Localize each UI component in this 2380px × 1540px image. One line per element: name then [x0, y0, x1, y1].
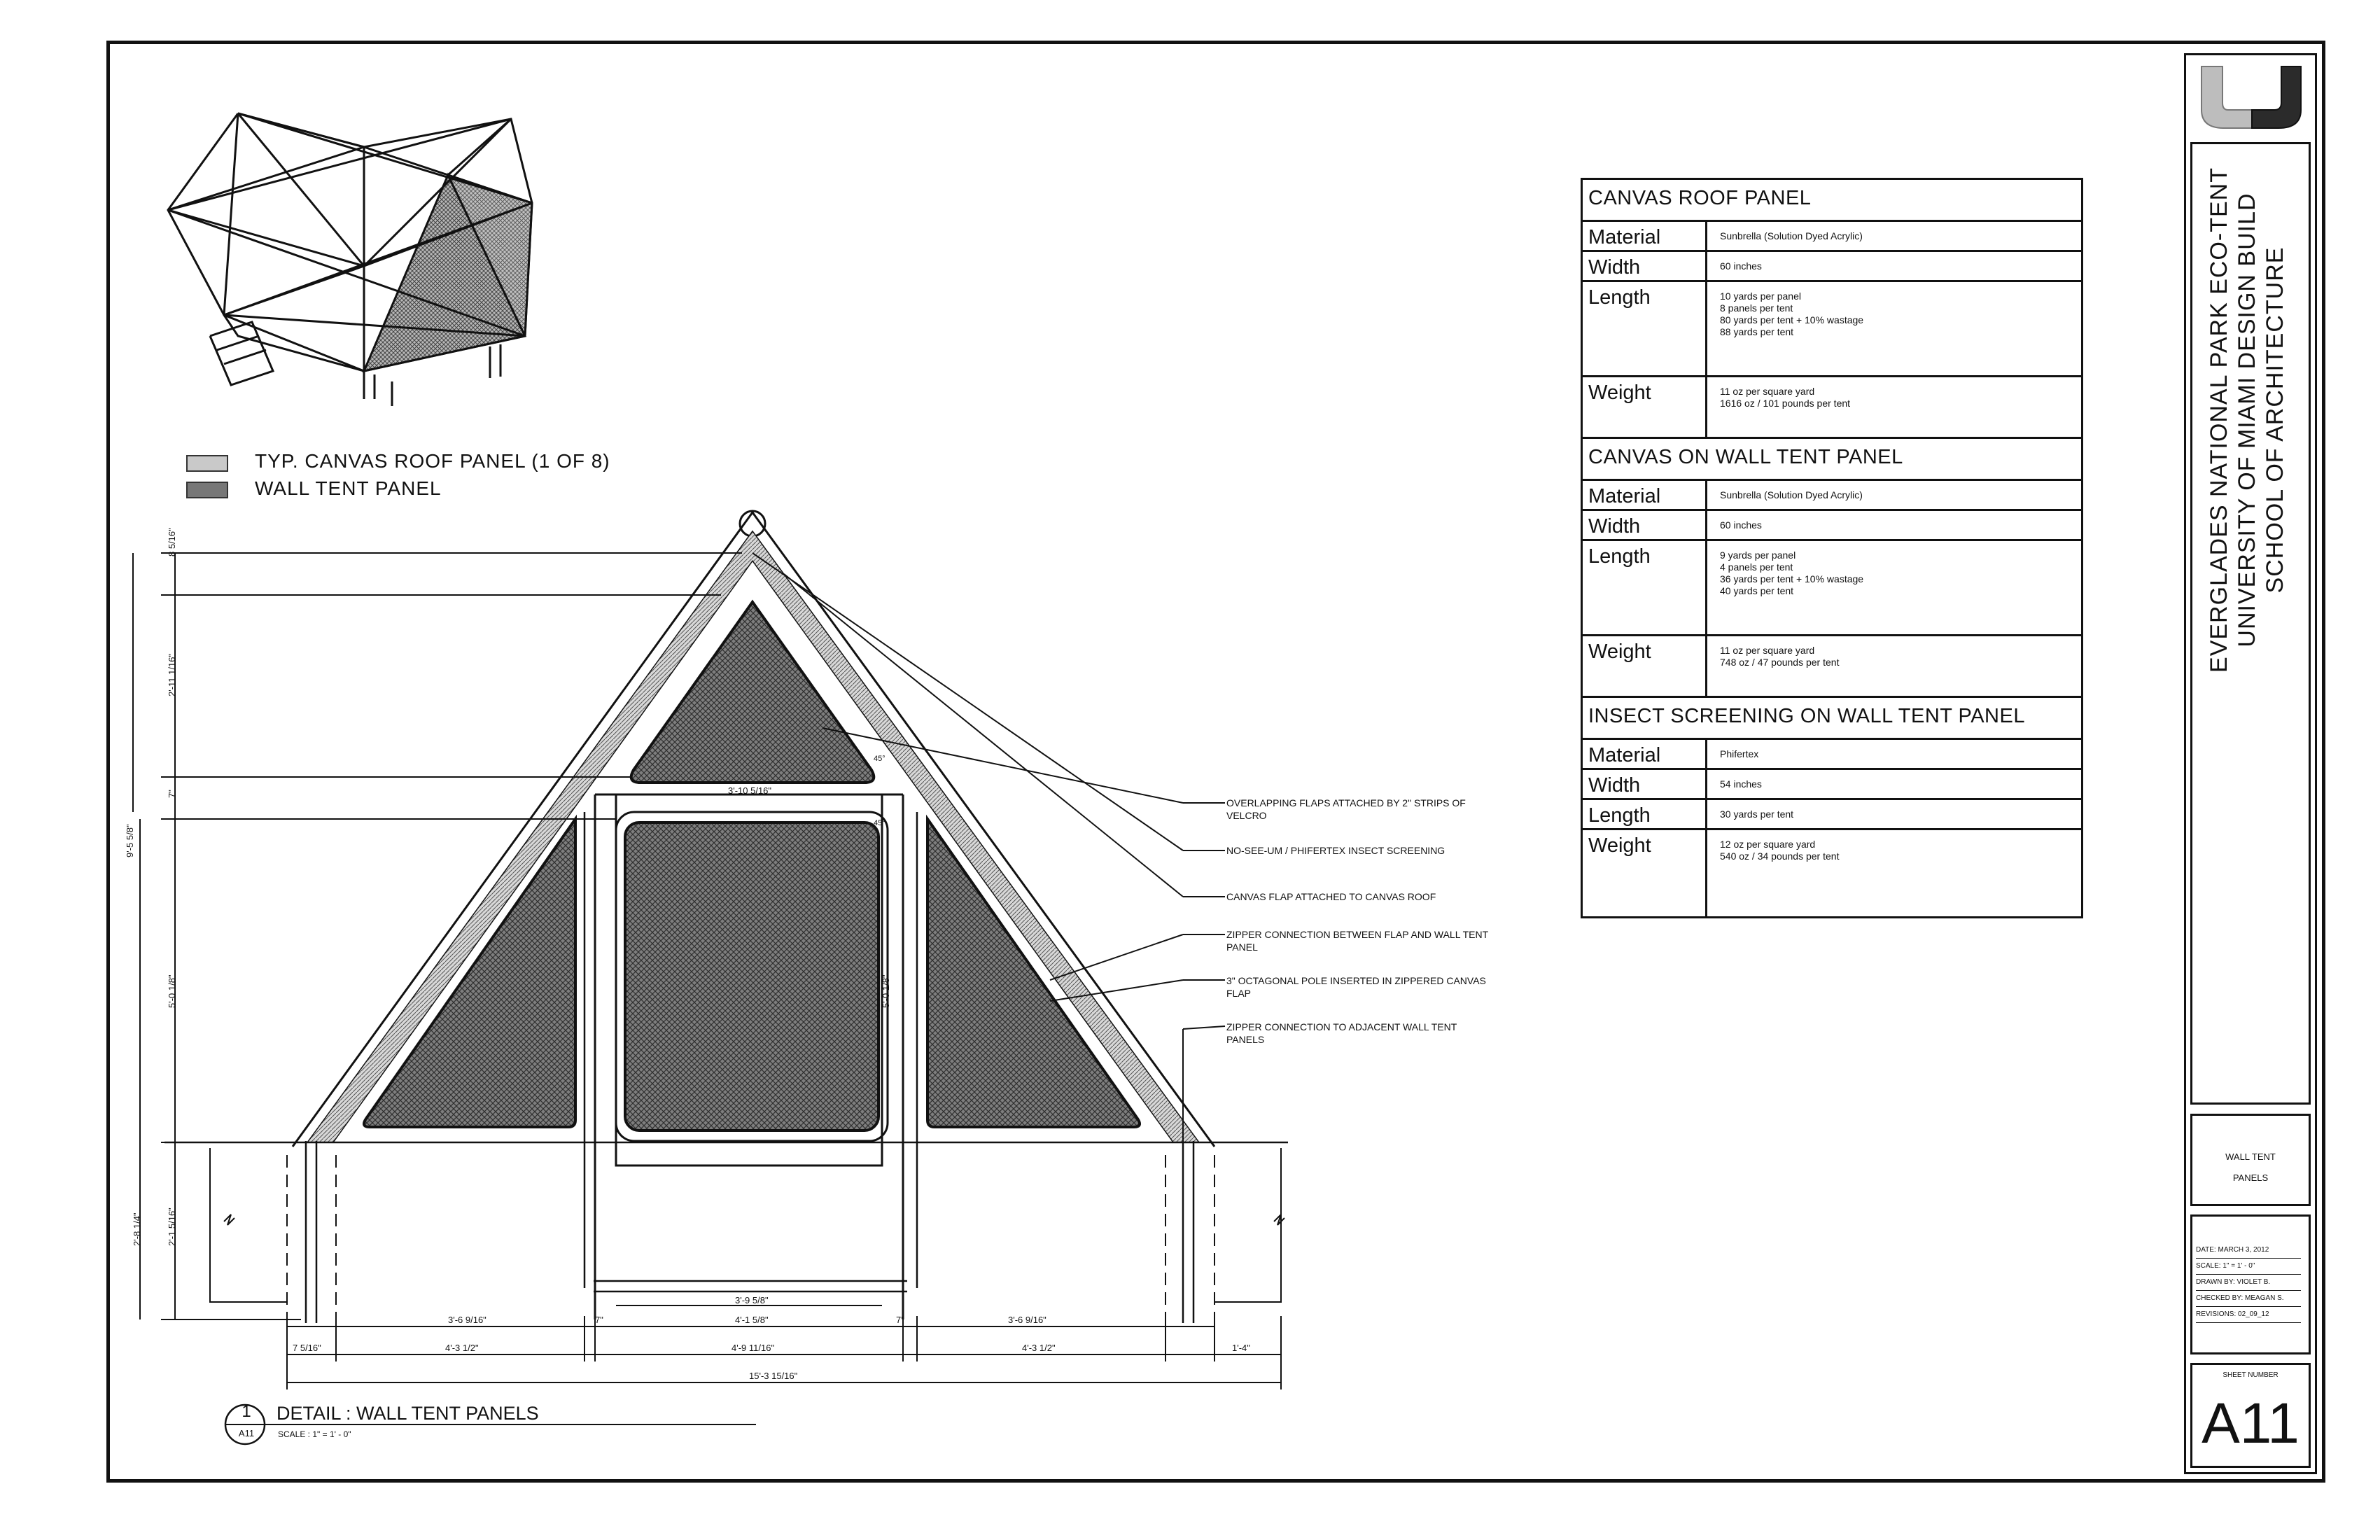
dim-left-5: 5'-0 1/8" [167, 974, 177, 1008]
dim-bottom-1: 3'-6 9/16" [448, 1315, 486, 1325]
row-value: 10 yards per panel 8 panels per tent 80 yards per tent + 10% wastage 88 yards per tent [1720, 290, 1864, 337]
row-label: Material [1583, 740, 1707, 768]
dim-bottom2-5: 1'-4" [1232, 1343, 1250, 1353]
section-title-canvas-wall: CANVAS ON WALL TENT PANEL [1583, 439, 2081, 481]
detail-number: 1 [241, 1402, 251, 1421]
row-value: Sunbrella (Solution Dyed Acrylic) [1720, 230, 1863, 241]
dim-bottom2-4: 4'-3 1/2" [1022, 1343, 1056, 1353]
row-label: Length [1583, 541, 1707, 634]
dim-left-6: 2'-8 1/4" [132, 1212, 142, 1246]
dim-bottom-4: 7" [896, 1315, 904, 1325]
info-revisions: REVISIONS: 02_09_12 [2196, 1307, 2301, 1323]
table-row [1583, 222, 2081, 252]
table-row [1583, 252, 2081, 282]
dim-left-3: 7" [167, 790, 177, 798]
dim-bottom-5: 3'-6 9/16" [1008, 1315, 1046, 1325]
row-label: Width [1583, 770, 1707, 798]
note-insect-screening: NO-SEE-UM / PHIFERTEX INSECT SCREENING [1226, 845, 1446, 856]
info-drawn-by: DRAWN BY: VIOLET B. [2196, 1275, 2301, 1291]
dim-bottom2-1: 7 5/16" [293, 1343, 321, 1353]
row-label: Weight [1583, 377, 1707, 437]
dim-angle-a: 45° [874, 755, 886, 763]
table-row [1583, 770, 2081, 800]
row-label: Material [1583, 481, 1707, 509]
section-title-insect-screening: INSECT SCREENING ON WALL TENT PANEL [1583, 698, 2081, 740]
table-row [1583, 481, 2081, 511]
table-row [1583, 830, 2081, 916]
detail-sheet-ref: A11 [238, 1428, 255, 1438]
table-row [1583, 636, 2081, 698]
note-octagonal-pole: 3" OCTAGONAL POLE INSERTED IN ZIPPERED CANVAS FLAP [1226, 975, 1486, 999]
table-row [1583, 377, 2081, 439]
info-scale: SCALE: 1" = 1' - 0" [2196, 1259, 2301, 1275]
info-date: DATE: MARCH 3, 2012 [2196, 1242, 2301, 1259]
dim-door-inner: 3'-9 5/8" [735, 1295, 769, 1306]
material-spec-table [1581, 178, 2083, 918]
table-row [1583, 740, 2081, 770]
note-zipper-flap-wall: ZIPPER CONNECTION BETWEEN FLAP AND WALL TENT PANEL [1226, 929, 1488, 953]
legend-roof-panel-label: TYP. CANVAS ROOF PANEL (1 OF 8) [255, 450, 610, 472]
row-label: Material [1583, 222, 1707, 250]
row-value: 12 oz per square yard 540 oz / 34 pounds per tent [1720, 839, 1840, 862]
row-value: 54 inches [1720, 778, 1762, 790]
dim-bottom-2: 7" [595, 1315, 603, 1325]
sheet-title-line1: WALL TENT [2225, 1152, 2276, 1162]
row-value: Sunbrella (Solution Dyed Acrylic) [1720, 489, 1863, 500]
sheet-number-label: SHEET NUMBER [2222, 1371, 2278, 1379]
table-row [1583, 800, 2081, 830]
legend-wall-panel-label: WALL TENT PANEL [255, 477, 442, 499]
project-title [2205, 0, 2303, 840]
row-value: 60 inches [1720, 519, 1762, 531]
drawing-info [2196, 1242, 2301, 1323]
project-title-line3: SCHOOL OF ARCHITECTURE [2262, 246, 2288, 594]
dim-door-vertical: 5'-0 1/8" [881, 974, 891, 1008]
sheet-title-line2: PANELS [2232, 1172, 2269, 1183]
detail-scale: SCALE : 1" = 1' - 0" [278, 1429, 351, 1439]
row-label: Length [1583, 800, 1707, 828]
row-value: 11 oz per square yard 748 oz / 47 pounds per tent [1720, 645, 1840, 668]
dim-angle-b: 45° [874, 819, 886, 827]
row-label: Width [1583, 511, 1707, 539]
note-canvas-flap: CANVAS FLAP ATTACHED TO CANVAS ROOF [1226, 891, 1436, 902]
dim-left-2: 2'-11 1/16" [167, 653, 177, 696]
dim-bottom-3: 4'-1 5/8" [735, 1315, 769, 1325]
row-value: 30 yards per tent [1720, 808, 1794, 820]
detail-title: DETAIL : WALL TENT PANELS [276, 1403, 539, 1424]
dim-bottom2-2: 4'-3 1/2" [445, 1343, 479, 1353]
section-title-canvas-roof: CANVAS ROOF PANEL [1583, 180, 2081, 222]
info-checked-by: CHECKED BY: MEAGAN S. [2196, 1291, 2301, 1307]
dim-overall: 15'-3 15/16" [749, 1371, 798, 1381]
table-row [1583, 282, 2081, 377]
project-title-line2: UNIVERSITY OF MIAMI DESIGN BUILD [2234, 192, 2260, 648]
project-title-line1: EVERGLADES NATIONAL PARK ECO-TENT [2206, 167, 2232, 673]
row-label: Weight [1583, 830, 1707, 916]
row-value: 11 oz per square yard 1616 oz / 101 pounds per tent [1720, 386, 1851, 409]
row-label: Width [1583, 252, 1707, 280]
note-velcro-flaps: OVERLAPPING FLAPS ATTACHED BY 2" STRIPS OF VELCRO [1226, 797, 1466, 821]
note-zipper-adjacent: ZIPPER CONNECTION TO ADJACENT WALL TENT PANELS [1226, 1021, 1457, 1045]
row-value: 60 inches [1720, 260, 1762, 272]
table-row [1583, 511, 2081, 541]
row-value: 9 yards per panel 4 panels per tent 36 yards per tent + 10% wastage 40 yards per tent [1720, 550, 1864, 596]
dim-left-1: 8 5/16" [167, 528, 177, 556]
row-label: Weight [1583, 636, 1707, 696]
row-label: Length [1583, 282, 1707, 375]
dim-bottom2-3: 4'-9 11/16" [732, 1343, 775, 1353]
row-value: Phifertex [1720, 748, 1759, 760]
dim-left-7: 2'-1 5/16" [167, 1208, 177, 1246]
table-row [1583, 541, 2081, 636]
sheet-number: A11 [2202, 1392, 2300, 1455]
dim-top-window-width: 3'-10 5/16" [728, 785, 772, 796]
dim-left-4: 9'-5 5/8" [125, 824, 135, 858]
